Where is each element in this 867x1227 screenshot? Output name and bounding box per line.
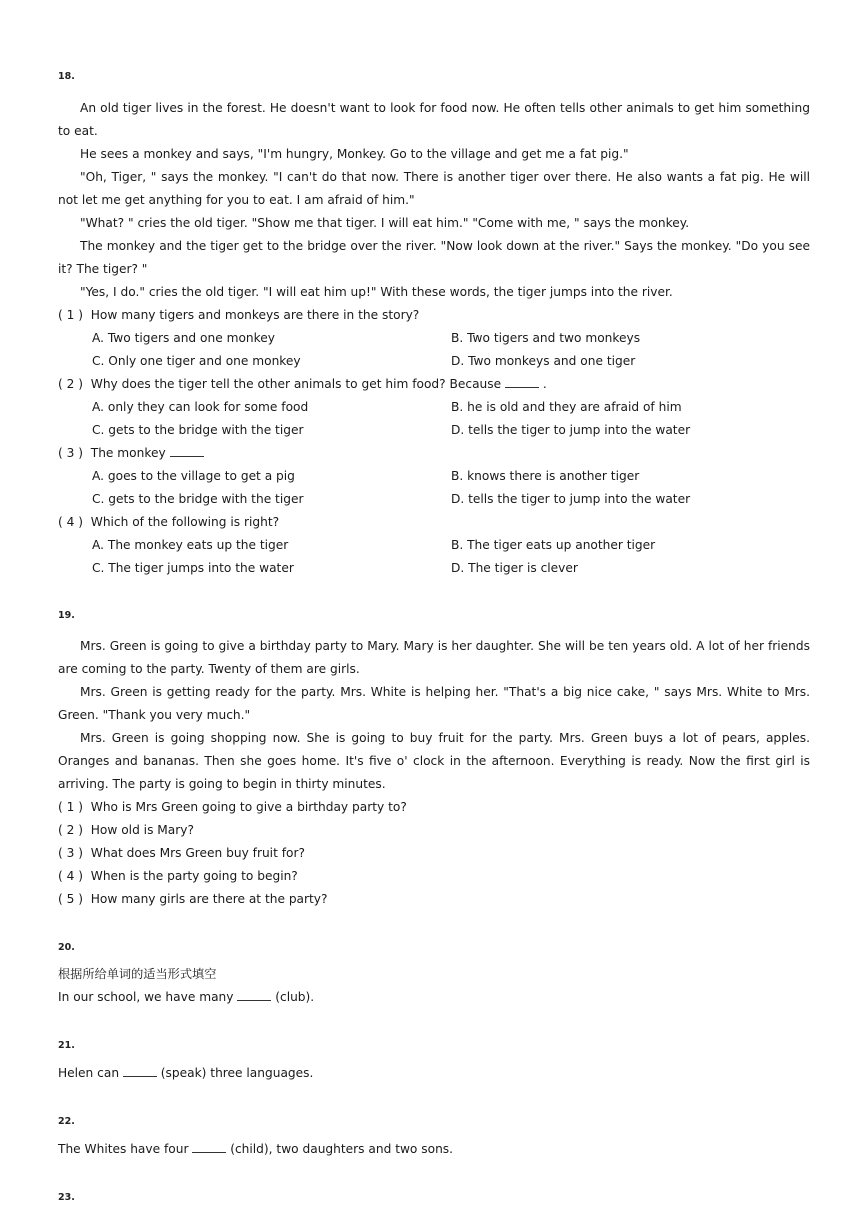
passage-paragraph: He sees a monkey and says, "I'm hungry, Monkey. Go to the village and get me a fat pig." xyxy=(80,147,629,161)
question-18 xyxy=(58,70,810,580)
option-row xyxy=(58,419,810,442)
sub-question-label: ( 4 ) xyxy=(58,869,84,883)
option-c[interactable]: C. gets to the bridge with the tiger xyxy=(92,492,304,506)
option-row xyxy=(58,488,810,511)
passage-paragraph: An old tiger lives in the forest. He doesn't want to look for food now. He often tells other animals to get him something to eat. xyxy=(58,101,810,138)
sub-question-text: Which of the following is right? xyxy=(90,515,280,529)
question-number: 18. xyxy=(58,71,75,82)
passage-paragraph: The monkey and the tiger get to the bridge over the river. "Now look down at the river." Says the monkey. "Do you see it? The tiger? " xyxy=(58,239,810,276)
sub-question-text: How many tigers and monkeys are there in the story? xyxy=(90,308,420,322)
sub-question xyxy=(58,373,810,396)
sub-question-text: How old is Mary? xyxy=(90,823,194,837)
sub-question xyxy=(58,865,810,888)
sub-question xyxy=(58,842,810,865)
option-b[interactable]: B. Two tigers and two monkeys xyxy=(451,331,641,345)
sentence-end: (speak) three languages. xyxy=(156,1066,314,1080)
sub-question-label: ( 3 ) xyxy=(58,846,84,860)
sub-question xyxy=(58,442,810,465)
question-number: 22. xyxy=(58,1116,75,1127)
sub-question xyxy=(58,796,810,819)
question-22 xyxy=(58,1115,810,1161)
option-b[interactable]: B. he is old and they are afraid of him xyxy=(451,400,682,414)
question-20 xyxy=(58,941,810,1009)
passage-paragraph: "What? " cries the old tiger. "Show me that tiger. I will eat him." "Come with me, " says the monkey. xyxy=(80,216,690,230)
worksheet-page xyxy=(58,70,810,1205)
sub-question-text: What does Mrs Green buy fruit for? xyxy=(90,846,305,860)
option-d[interactable]: D. tells the tiger to jump into the water xyxy=(451,492,691,506)
question-number: 21. xyxy=(58,1040,75,1051)
question-number: 20. xyxy=(58,942,75,953)
option-a[interactable]: A. only they can look for some food xyxy=(92,400,309,414)
sub-question xyxy=(58,304,810,327)
option-row xyxy=(58,557,810,580)
option-c[interactable]: C. Only one tiger and one monkey xyxy=(92,354,301,368)
fill-in-sentence xyxy=(58,986,810,1009)
option-b[interactable]: B. knows there is another tiger xyxy=(451,469,640,483)
sub-question xyxy=(58,511,810,534)
sentence-start: The Whites have four xyxy=(58,1142,193,1156)
option-a[interactable]: A. The monkey eats up the tiger xyxy=(92,538,289,552)
question-number: 19. xyxy=(58,610,75,621)
sentence-end: (child), two daughters and two sons. xyxy=(226,1142,454,1156)
sub-question-label: ( 5 ) xyxy=(58,892,84,906)
option-row xyxy=(58,534,810,557)
option-row xyxy=(58,396,810,419)
option-row xyxy=(58,465,810,488)
option-row xyxy=(58,327,810,350)
option-row xyxy=(58,350,810,373)
passage-paragraph: "Oh, Tiger, " says the monkey. "I can't do that now. There is another tiger over there. He also wants a fat pig. He will not let me get anything for you to eat. I am afraid of him." xyxy=(58,170,810,207)
passage-paragraph: Mrs. Green is going shopping now. She is going to buy fruit for the party. Mrs. Green buys a lot of pears, apples. Oranges and bananas. Then she goes home. It's five o' clock in the afternoon. Everything is ready. Now the first girl is arriving. The party is going to begin in thirty minutes. xyxy=(58,731,810,791)
option-d[interactable]: D. tells the tiger to jump into the water xyxy=(451,423,691,437)
option-c[interactable]: C. The tiger jumps into the water xyxy=(92,561,294,575)
question-19 xyxy=(58,609,810,911)
answer-blank[interactable] xyxy=(170,445,204,457)
sub-question-text: When is the party going to begin? xyxy=(90,869,298,883)
sentence-end: (club). xyxy=(271,990,315,1004)
sub-question xyxy=(58,888,810,911)
sub-question-label: ( 3 ) xyxy=(58,446,84,460)
answer-blank[interactable] xyxy=(237,989,271,1001)
sub-question xyxy=(58,819,810,842)
passage-paragraph: Mrs. Green is getting ready for the party. Mrs. White is helping her. "That's a big nice cake, " says Mrs. White to Mrs. Green. "Thank you very much." xyxy=(58,685,810,722)
sentence-start: In our school, we have many xyxy=(58,990,238,1004)
option-d[interactable]: D. Two monkeys and one tiger xyxy=(451,354,636,368)
sub-question-text-after: . xyxy=(538,377,547,391)
option-a[interactable]: A. Two tigers and one monkey xyxy=(92,331,275,345)
sub-question-label: ( 1 ) xyxy=(58,308,84,322)
sub-question-text: The monkey xyxy=(90,446,166,460)
answer-blank[interactable] xyxy=(505,376,539,388)
option-a[interactable]: A. goes to the village to get a pig xyxy=(92,469,295,483)
instruction-text: 根据所给单词的适当形式填空 xyxy=(58,967,217,981)
option-c[interactable]: C. gets to the bridge with the tiger xyxy=(92,423,304,437)
option-b[interactable]: B. The tiger eats up another tiger xyxy=(451,538,656,552)
sub-question-text: How many girls are there at the party? xyxy=(90,892,328,906)
sub-question-text: Why does the tiger tell the other animals to get him food? Because xyxy=(90,377,502,391)
sub-question-label: ( 2 ) xyxy=(58,823,84,837)
question-23 xyxy=(58,1191,810,1205)
sub-question-label: ( 4 ) xyxy=(58,515,84,529)
answer-blank[interactable] xyxy=(192,1141,226,1153)
sub-question-label: ( 2 ) xyxy=(58,377,84,391)
fill-in-sentence xyxy=(58,1062,810,1085)
sub-question-label: ( 1 ) xyxy=(58,800,84,814)
sub-question-text: Who is Mrs Green going to give a birthday party to? xyxy=(90,800,407,814)
question-21 xyxy=(58,1039,810,1085)
answer-blank[interactable] xyxy=(123,1065,157,1077)
passage-paragraph: Mrs. Green is going to give a birthday party to Mary. Mary is her daughter. She will be ten years old. A lot of her friends are coming to the party. Twenty of them are girls. xyxy=(58,639,810,676)
option-d[interactable]: D. The tiger is clever xyxy=(451,561,578,575)
passage-paragraph: "Yes, I do." cries the old tiger. "I will eat him up!" With these words, the tiger jumps into the river. xyxy=(80,285,673,299)
question-number: 23. xyxy=(58,1192,75,1203)
fill-in-sentence xyxy=(58,1138,810,1161)
sentence-start: Helen can xyxy=(58,1066,123,1080)
